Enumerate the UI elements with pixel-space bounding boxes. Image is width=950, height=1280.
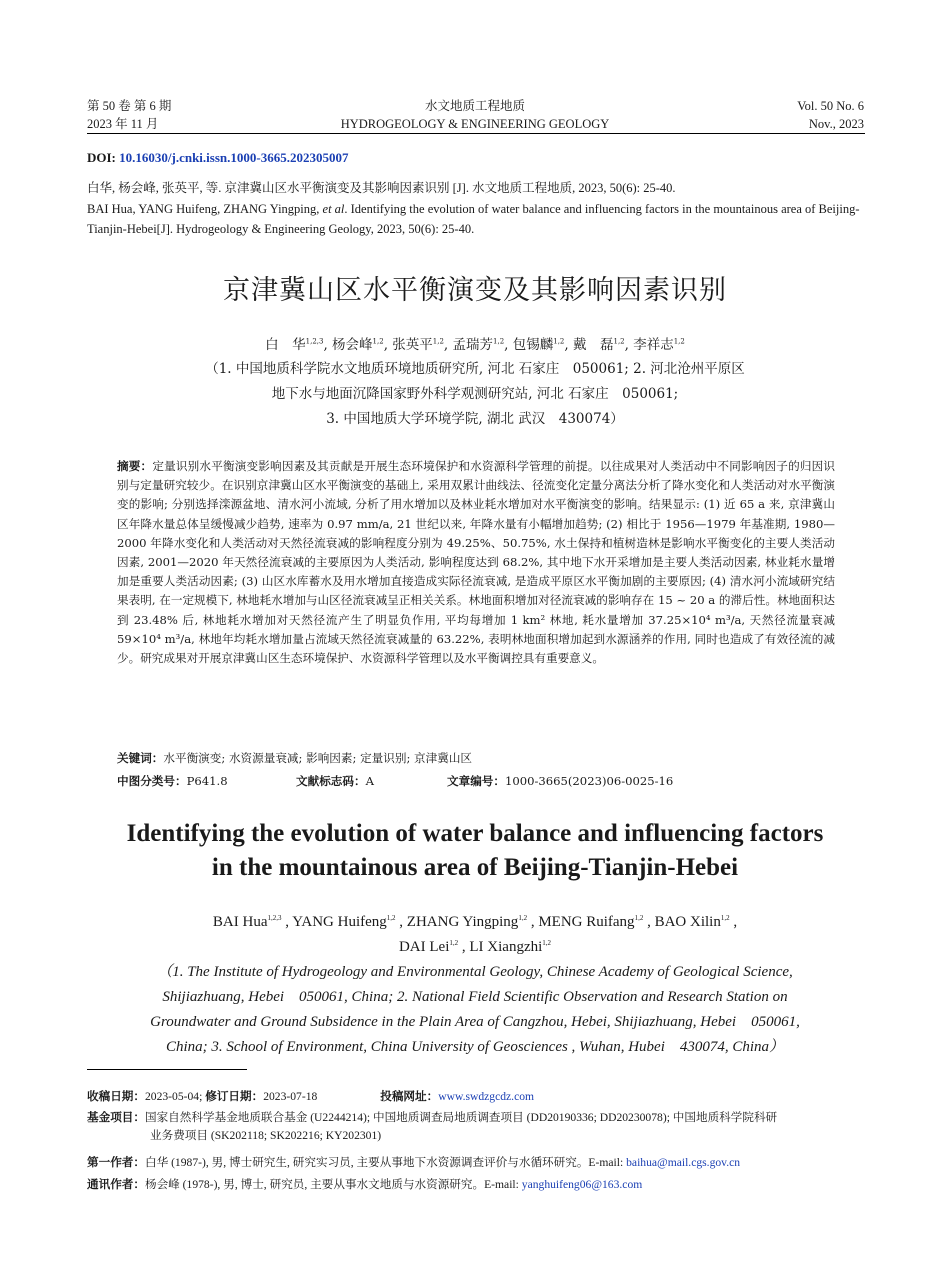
author-affiliation-sup: 1,2 xyxy=(493,337,505,346)
author-name: MENG Ruifang xyxy=(538,914,635,930)
clc-label: 中图分类号： xyxy=(117,774,187,788)
footnote-dates xyxy=(87,1087,867,1106)
author-affiliation-sup: 1,2,3 xyxy=(305,337,324,346)
author-name: 孟瑞芳 xyxy=(452,337,494,353)
author-affiliation-sup: 1,2 xyxy=(432,337,444,346)
author-name: 白 华 xyxy=(265,337,306,353)
abstract-label: 摘要： xyxy=(117,459,153,473)
doi xyxy=(87,150,348,166)
doi-link[interactable]: 10.16030/j.cnki.issn.1000-3665.202305007 xyxy=(119,150,349,165)
corresponding-author-label: 通讯作者： xyxy=(87,1177,145,1191)
affiliation-cn-line: （1. 中国地质科学院水文地质环境地质研究所, 河北 石家庄 050061; 2. 河北沧州平原区 xyxy=(205,361,745,377)
footnote-funding xyxy=(87,1108,867,1145)
author-name: 李祥志 xyxy=(633,337,674,353)
volume-issue-en: Vol. 50 No. 6 xyxy=(797,99,864,113)
revised-value: 2023-07-18 xyxy=(263,1090,318,1103)
author-name: 张英平 xyxy=(392,337,433,353)
authors-en-line1 xyxy=(0,910,950,934)
author-affiliation-sup: 1,2,3 xyxy=(267,914,282,922)
affiliation-en-line: China; 3. School of Environment, China University of Geosciences , Wuhan, Hubei 430074, China） xyxy=(165,1039,785,1055)
author-name: BAI Hua xyxy=(212,914,268,930)
author-separator: , xyxy=(527,914,539,930)
journal-name-cn: 水文地质工程地质 xyxy=(424,99,525,113)
author-affiliation-sup: 1,2 xyxy=(518,914,528,922)
author-separator: , xyxy=(504,337,513,353)
author-affiliation-sup: 1,2 xyxy=(720,914,730,922)
author-separator: , xyxy=(395,914,407,930)
author-name: 杨会峰 xyxy=(332,337,373,353)
publication-date-en: Nov., 2023 xyxy=(808,117,864,131)
funding-text-cont: 业务费项目 (SK202118; SK202216; KY202301) xyxy=(150,1129,382,1142)
citation-en-rest: . Identifying the evolution of water balance and influencing factors in the mountainous area of Beijing-Tianjin-Hebei[J]. Hydrogeology & Engineering Geology, 2023, 50(6): 25-40. xyxy=(87,202,860,236)
author-affiliation-sup: 1,2 xyxy=(673,337,685,346)
running-header-right xyxy=(797,97,864,133)
citation-en-authors: BAI Hua, YANG Huifeng, ZHANG Yingping, xyxy=(87,202,320,216)
author-affiliation-sup: 1,2 xyxy=(449,939,459,947)
affiliation-en-line: Groundwater and Ground Subsidence in the Plain Area of Cangzhou, Hebei, Shijiazhuang, Hebei 050061, xyxy=(150,1014,800,1030)
url-label: 投稿网址： xyxy=(380,1089,439,1103)
author-separator: , xyxy=(643,914,655,930)
author-name: YANG Huifeng xyxy=(292,914,387,930)
title-en-line: Identifying the evolution of water balance and influencing factors xyxy=(126,820,824,847)
received-value: 2023-05-04; xyxy=(144,1090,203,1103)
abstract-text: 定量识别水平衡演变影响因素及其贡献是开展生态环境保护和水资源科学管理的前提。以往成果对人类活动中不同影响因子的归因识别与定量研究较少。在识别京津冀山区水平衡演变的基础上, 采用双累计曲线法、径流变化定量分离法分析了降水变化和人类活动对水平衡演变的影响; 分别选择滦源盆地、清水河小流域, 分析了用水增加以及林业耗水增加对水平衡演变的影响。结果显示: (1) 近 65 a 来, 京津冀山区年降水量总体呈缓慢减少趋势, 速率为 0.97 mm/a, 21 世纪以来, 年降水量有小幅增加趋势; (2) 相比于 1956—1979 年基准期, 1980—2000 年降水变化和人类活动对天然径流衰减的影响程度分别为 49.25%、50.75%, 水土保持和植树造林是影响水平衡变化的主要人类活动因素, 2001—2020 年天然径流衰减的主要原因为人类活动, 影响程度达到 68.2%, 其中地下水开采增加是主要人类活动因素, 林业耗水量增加是重要人类活动因素; (3) 山区水库蓄水及用水增加直接造成实际径流衰减, 是造成平原区水平衡加剧的主要原因; (4) 清水河小流域研究结果表明, 在一定规模下, 林地耗水增加与山区径流衰减呈正相关关系。林地面积增加对径流衰减的影响存在 15 ~ 20 a 的滞后性。林地面积达到 23.48% 后, 林地耗水增加对天然径流产生了明显负作用, 平均每增加 1 km² 林地, 耗水量增加 37.25×10⁴ m³/a, 天然径流量衰减 59×10⁴ m³/a, 林地年均耗水增加量占流域天然径流衰减量的 63.22%, 表明林地面积增加起到水源涵养的作用, 同时也造成了有效径流的减少。研究成果对开展京津冀山区生态环境保护、水资源科学管理以及水平衡调控具有重要意义。 xyxy=(117,459,835,666)
author-affiliation-sup: 1,2 xyxy=(372,337,384,346)
author-affiliation-sup: 1,2 xyxy=(634,914,644,922)
author-separator: , xyxy=(564,337,573,353)
author-affiliation-sup: 1,2 xyxy=(542,939,552,947)
doi-label: DOI: xyxy=(87,150,116,165)
submission-url-link[interactable]: www.swdzgcdz.com xyxy=(438,1090,535,1103)
article-number-value: 1000-3665(2023)06-0025-16 xyxy=(504,774,674,788)
header-divider xyxy=(87,133,865,134)
author-name: BAO Xilin xyxy=(654,914,721,930)
affiliation-en-line: Shijiazhuang, Hebei 050061, China; 2. National Field Scientific Observation and Research Station on xyxy=(162,989,788,1005)
author-name: 包锡麟 xyxy=(512,337,554,353)
corresponding-author-email-link[interactable]: yanghuifeng06@163.com xyxy=(521,1178,643,1191)
keywords-text: 水平衡演变; 水资源量衰减; 影响因素; 定量识别; 京津冀山区 xyxy=(163,751,473,765)
first-author-text: 白华 (1987-), 男, 博士研究生, 研究实习员, 主要从事地下水资源调查评价与水循环研究。E-mail: xyxy=(144,1156,624,1169)
citation-en-etal: et al xyxy=(322,202,345,216)
clc-value: P641.8 xyxy=(186,774,228,788)
author-name: ZHANG Yingping xyxy=(406,914,519,930)
doc-code-label: 文献标志码： xyxy=(296,774,366,788)
article-number-label: 文章编号： xyxy=(447,774,505,788)
abstract xyxy=(117,457,835,668)
funding-label: 基金项目： xyxy=(87,1110,145,1124)
footnote-divider xyxy=(87,1069,247,1070)
publication-date: 2023 年 11 月 xyxy=(87,117,159,131)
author-separator: , xyxy=(443,337,453,353)
received-label: 收稿日期： xyxy=(87,1089,145,1103)
funding-text: 国家自然科学基金地质联合基金 (U2244214); 中国地质调查局地质调查项目 (DD20190336; DD20230078); 中国地质科学院科研 xyxy=(144,1111,778,1124)
author-name: 戴 磊 xyxy=(572,337,614,353)
author-separator: , xyxy=(383,337,393,353)
keywords xyxy=(117,750,835,766)
author-separator: , xyxy=(729,914,738,930)
revised-label: 修订日期： xyxy=(205,1089,264,1103)
document-code xyxy=(296,773,374,789)
affiliation-en-line: （1. The Institute of Hydrogeology and Environmental Geology, Chinese Academy of Geological Science, xyxy=(157,964,793,980)
author-separator: , xyxy=(624,337,634,353)
authors-cn xyxy=(0,333,950,353)
doc-code-value: A xyxy=(365,774,374,788)
author-name: LI Xiangzhi xyxy=(469,939,543,955)
citation-en xyxy=(87,199,867,239)
article-number xyxy=(447,773,673,789)
author-separator: , xyxy=(458,939,470,955)
author-affiliation-sup: 1,2 xyxy=(553,337,565,346)
footnote-first-author xyxy=(87,1153,867,1172)
corresponding-author-text: 杨会峰 (1978-), 男, 博士, 研究员, 主要从事水文地质与水资源研究。E-mail: xyxy=(144,1178,519,1191)
authors-en-line2 xyxy=(0,935,950,959)
first-author-label: 第一作者： xyxy=(87,1155,145,1169)
volume-issue: 第 50 卷 第 6 期 xyxy=(87,99,172,113)
title-cn: 京津冀山区水平衡演变及其影响因素识别 xyxy=(223,275,727,306)
first-author-email-link[interactable]: baihua@mail.cgs.gov.cn xyxy=(626,1156,741,1169)
affiliation-cn-line: 地下水与地面沉降国家野外科学观测研究站, 河北 石家庄 050061; xyxy=(271,386,679,402)
footnote-corresponding-author xyxy=(87,1175,867,1194)
author-affiliation-sup: 1,2 xyxy=(386,914,396,922)
affiliation-cn-line: 3. 中国地质大学环境学院, 湖北 武汉 430074） xyxy=(326,411,624,427)
citation-cn: 白华, 杨会峰, 张英平, 等. 京津冀山区水平衡演变及其影响因素识别 [J]. 水文地质工程地质, 2023, 50(6): 25-40. xyxy=(87,181,676,195)
title-en-line: in the mountainous area of Beijing-Tianjin-Hebei xyxy=(211,854,739,881)
journal-name-en: HYDROGEOLOGY & ENGINEERING GEOLOGY xyxy=(340,117,610,131)
author-name: DAI Lei xyxy=(398,939,450,955)
clc-number xyxy=(117,773,228,789)
author-separator: , xyxy=(281,914,293,930)
author-affiliation-sup: 1,2 xyxy=(613,337,625,346)
author-separator: , xyxy=(323,337,333,353)
keywords-label: 关键词： xyxy=(117,751,164,765)
